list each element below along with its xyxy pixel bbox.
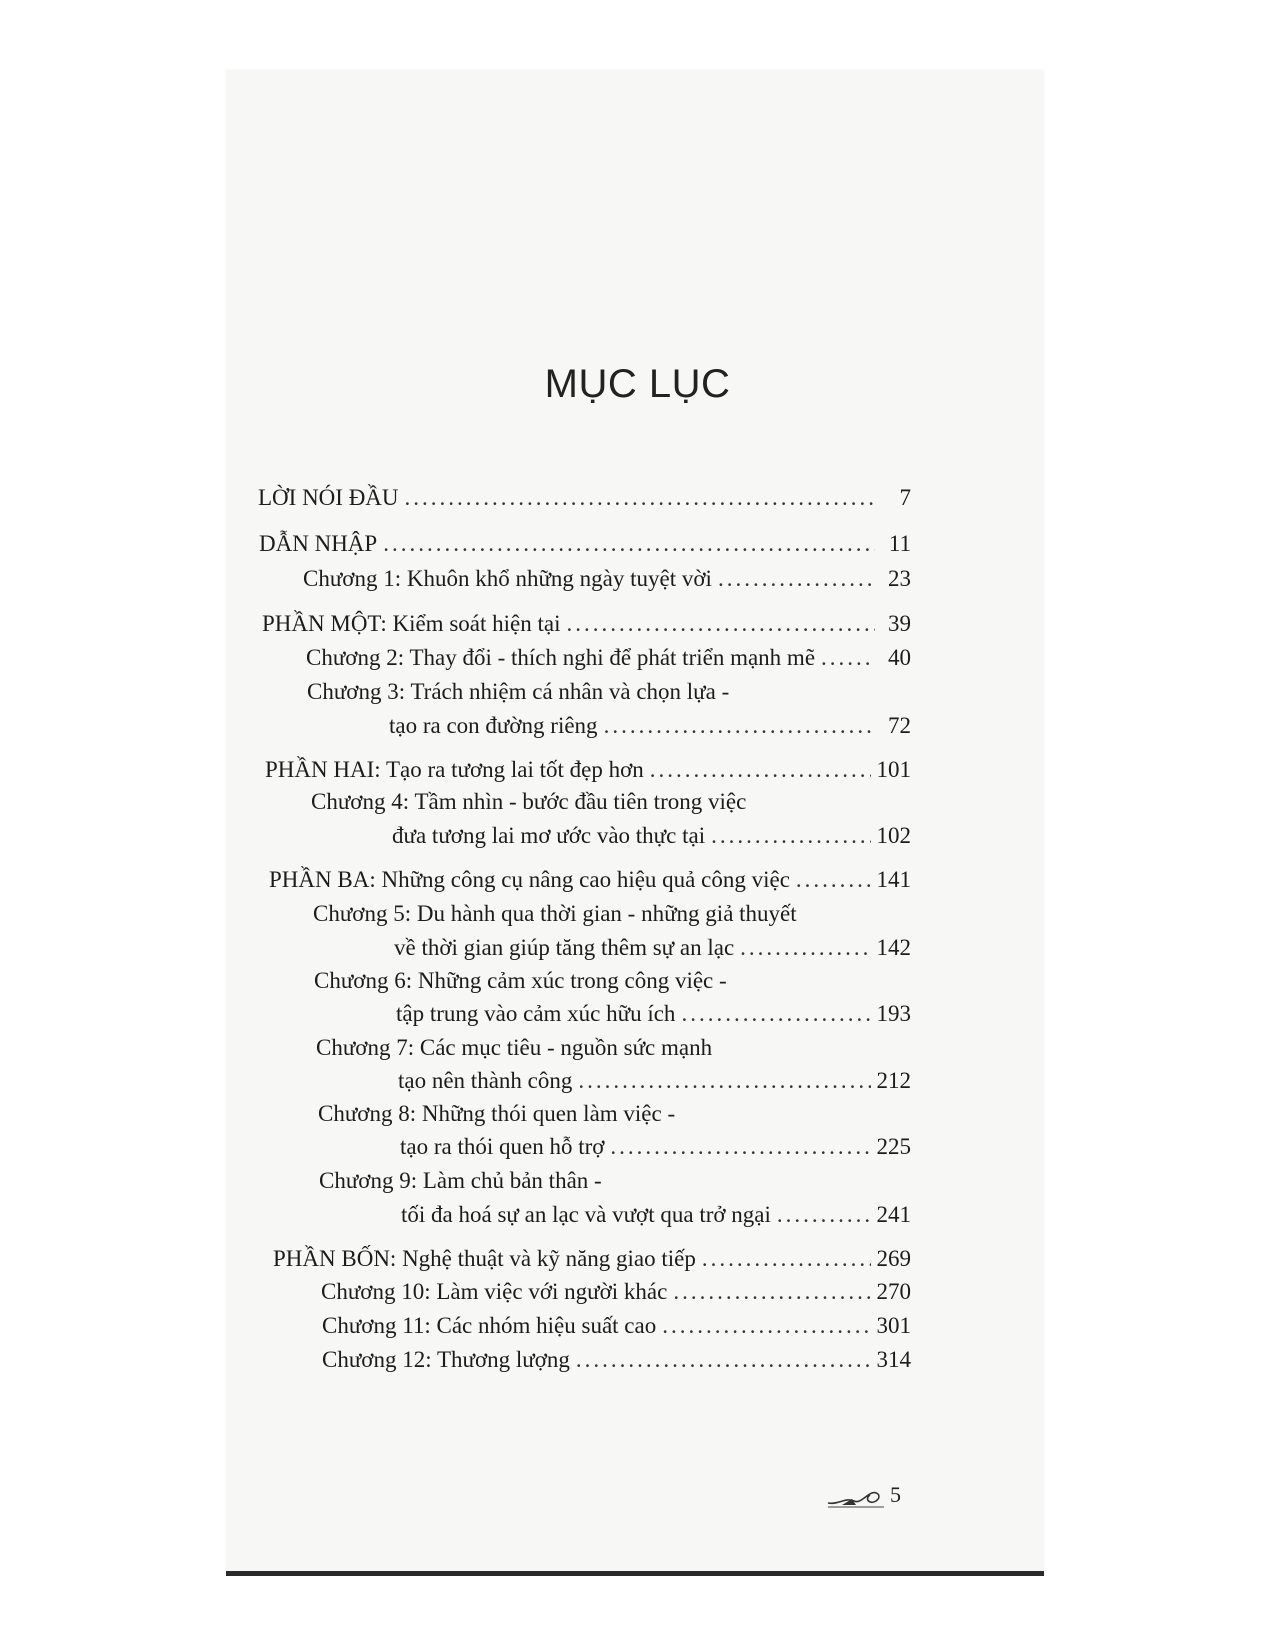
toc-entry <box>306 643 911 673</box>
toc-entry-title: tập trung vào cảm xúc hữu ích <box>396 1001 676 1026</box>
toc-leader-dots <box>662 1311 870 1341</box>
toc-entry-page: 141 <box>876 867 911 892</box>
toc-entry-title: PHẦN BỐN: Nghệ thuật và kỹ năng giao tiếp <box>273 1246 696 1271</box>
toc-entry <box>311 787 911 817</box>
toc-entry-title: Chương 10: Làm việc với người khác <box>321 1279 668 1304</box>
toc-entry <box>307 677 911 707</box>
toc-entry <box>259 529 911 559</box>
toc-leader-dots <box>578 1066 870 1096</box>
toc-leader-dots <box>383 529 875 559</box>
toc-entry <box>313 899 911 929</box>
toc-entry-title: Chương 7: Các mục tiêu - nguồn sức mạnh <box>316 1035 713 1060</box>
toc-entry-title: Chương 6: Những cảm xúc trong công việc - <box>314 968 727 993</box>
toc-leader-dots <box>821 643 875 673</box>
toc-entry-title: PHẦN MỘT: Kiểm soát hiện tại <box>262 611 561 636</box>
toc-entry-page: 301 <box>876 1313 911 1338</box>
toc-entry-title: Chương 1: Khuôn khổ những ngày tuyệt vời <box>303 566 712 591</box>
page-title: MỤC LỤC <box>544 362 731 406</box>
toc-entry-page: 193 <box>876 1001 911 1026</box>
toc-entry <box>398 1066 911 1096</box>
toc-entry-page: 270 <box>876 1279 911 1304</box>
toc-entry-title: Chương 8: Những thói quen làm việc - <box>318 1101 676 1126</box>
toc-entry-page: 11 <box>888 531 911 556</box>
toc-entry-page: 142 <box>876 935 911 960</box>
toc-entry-title: Chương 12: Thương lượng <box>322 1347 570 1372</box>
toc-entry-title: đưa tương lai mơ ước vào thực tại <box>392 823 706 848</box>
toc-entry-title: tạo ra con đường riêng <box>389 713 598 738</box>
toc-entry <box>401 1200 911 1230</box>
toc-entry <box>269 865 911 895</box>
toc-entry-title: Chương 5: Du hành qua thời gian - những giả thuyết <box>313 901 797 926</box>
toc-leader-dots <box>405 483 875 513</box>
toc-entry-title: tối đa hoá sự an lạc và vượt qua trở ngại <box>401 1202 771 1227</box>
table-of-contents <box>258 0 911 1650</box>
toc-entry-page: 40 <box>888 645 911 670</box>
toc-entry <box>265 755 911 785</box>
toc-entry-title: tạo ra thói quen hỗ trợ <box>400 1134 605 1159</box>
toc-entry <box>273 1244 911 1274</box>
toc-leader-dots <box>576 1345 871 1375</box>
toc-entry-page: 225 <box>876 1134 911 1159</box>
toc-leader-dots <box>650 755 871 785</box>
toc-entry <box>396 999 911 1029</box>
toc-entry <box>394 933 911 963</box>
toc-entry <box>258 483 911 513</box>
toc-entry-page: 72 <box>888 713 911 738</box>
toc-entry-title: tạo nên thành công <box>398 1068 573 1093</box>
toc-leader-dots <box>777 1200 871 1230</box>
toc-entry-title: PHẦN HAI: Tạo ra tương lai tốt đẹp hơn <box>265 757 644 782</box>
toc-entry <box>314 966 911 996</box>
toc-leader-dots <box>610 1132 870 1162</box>
toc-entry <box>303 564 911 594</box>
toc-leader-dots <box>566 609 875 639</box>
toc-entry <box>318 1099 911 1129</box>
toc-leader-dots <box>740 933 870 963</box>
toc-leader-dots <box>796 865 871 895</box>
decorative-ornament-icon <box>826 1483 884 1509</box>
toc-entry-page: 241 <box>876 1202 911 1227</box>
toc-entry <box>392 821 911 851</box>
toc-leader-dots <box>681 999 870 1029</box>
toc-entry <box>322 1345 911 1375</box>
toc-leader-dots <box>673 1277 870 1307</box>
toc-entry-title: DẪN NHẬP <box>259 531 378 556</box>
toc-entry-page: 23 <box>888 566 911 591</box>
toc-entry-title: Chương 9: Làm chủ bản thân - <box>319 1168 602 1193</box>
toc-entry-page: 212 <box>876 1068 911 1093</box>
toc-entry-title: Chương 2: Thay đổi - thích nghi để phát triển mạnh mẽ <box>306 645 816 670</box>
toc-entry-page: 269 <box>876 1246 911 1271</box>
toc-entry <box>322 1311 911 1341</box>
toc-leader-dots <box>702 1244 871 1274</box>
toc-entry-page: 314 <box>876 1347 911 1372</box>
toc-entry-title: LỜI NÓI ĐẦU <box>258 485 399 510</box>
toc-entry <box>316 1033 911 1063</box>
toc-entry-title: Chương 4: Tầm nhìn - bước đầu tiên trong việc <box>311 789 747 814</box>
toc-leader-dots <box>718 564 875 594</box>
toc-leader-dots <box>604 711 875 741</box>
toc-entry-title: PHẦN BA: Những công cụ nâng cao hiệu quả công việc <box>269 867 790 892</box>
page-number: 5 <box>890 1482 901 1507</box>
toc-entry <box>389 711 911 741</box>
toc-entry-page: 39 <box>888 611 911 636</box>
toc-entry <box>321 1277 911 1307</box>
toc-entry-title: Chương 3: Trách nhiệm cá nhân và chọn lựa - <box>307 679 730 704</box>
toc-entry <box>400 1132 911 1162</box>
toc-leader-dots <box>711 821 870 851</box>
toc-entry-title: Chương 11: Các nhóm hiệu suất cao <box>322 1313 657 1338</box>
toc-entry-page: 102 <box>876 823 911 848</box>
toc-entry <box>319 1166 911 1196</box>
toc-entry-title: về thời gian giúp tăng thêm sự an lạc <box>394 935 735 960</box>
toc-entry-page: 7 <box>899 485 911 510</box>
toc-entry <box>262 609 911 639</box>
toc-entry-page: 101 <box>876 757 911 782</box>
